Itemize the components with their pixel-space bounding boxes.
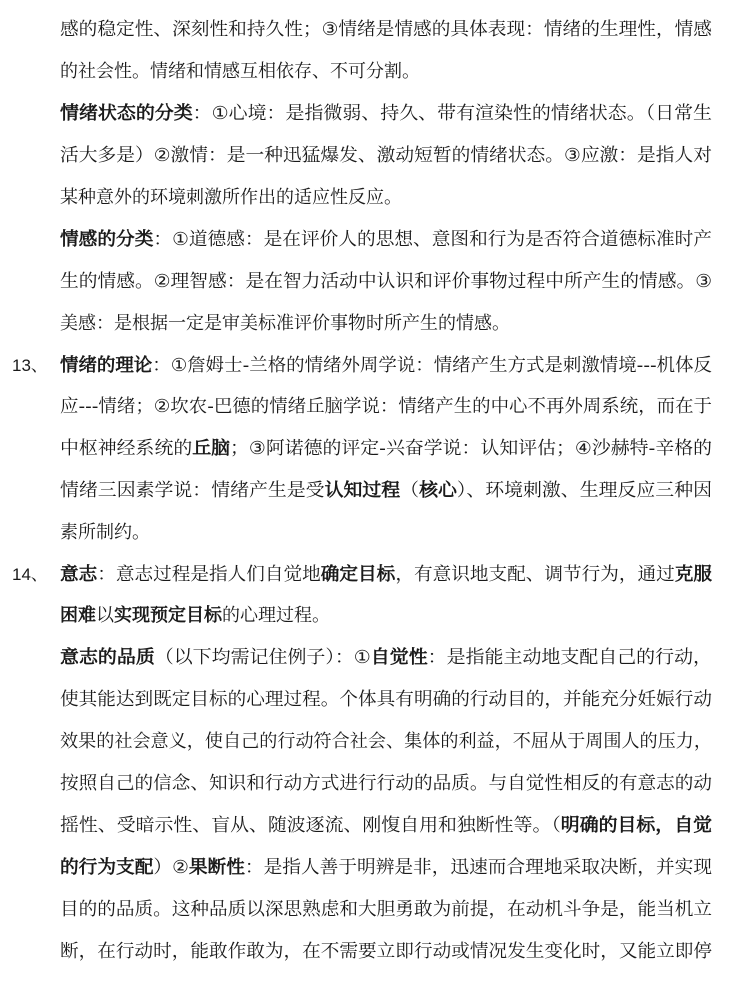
body-text: 摇性、受暗示性、盲从、随波逐流、刚愎自用和独断性等。（ (60, 815, 561, 836)
bold-term: 明确的目标，自觉 (560, 815, 712, 836)
body-text: ；③阿诺德的评定-兴奋学说：认知评估；④沙赫特-辛格的 (230, 438, 712, 459)
line-text (60, 889, 712, 930)
text-line (0, 679, 734, 720)
text-line (0, 595, 734, 636)
text-line (0, 428, 734, 469)
line-text (60, 637, 712, 678)
line-text (60, 93, 712, 134)
line-text (60, 135, 712, 176)
text-line (0, 135, 734, 176)
text-line (0, 554, 734, 595)
text-line (0, 721, 734, 762)
body-text: ：①詹姆士-兰格的情绪外周学说：情绪产生方式是刺激情境---机体反 (152, 355, 712, 376)
body-text: 效果的社会意义，使自己的行动符合社会、集体的利益，不屈从于周围人的压力， (60, 731, 713, 752)
body-text: ）、环境刺激、生理反应三种因 (456, 480, 712, 501)
line-text (60, 386, 712, 427)
line-text (60, 679, 712, 720)
body-text: ：是指人善于明辨是非，迅速而合理地采取决断，并实现 (244, 857, 712, 878)
line-text (60, 9, 712, 50)
body-text: 以 (96, 605, 114, 626)
line-text (60, 554, 712, 595)
text-line (0, 93, 734, 134)
text-line (0, 386, 734, 427)
body-text: （ (400, 480, 420, 501)
text-line (0, 889, 734, 930)
list-number: 13、 (12, 356, 48, 375)
body-text: 的心理过程。 (222, 605, 330, 626)
bold-term: 认知过程 (324, 480, 401, 501)
bold-term: 果断性 (188, 857, 245, 878)
body-text: 美感：是根据一定是审美标准评价事物时所产生的情感。 (60, 313, 510, 334)
body-text: 断，在行动时，能敢作敢为，在不需要立即行动或情况发生变化时，又能立即停 (60, 941, 713, 962)
text-line (0, 219, 734, 260)
line-text (60, 512, 150, 553)
line-text (60, 721, 712, 762)
bold-term: 的行为支配 (60, 857, 154, 878)
body-text: 的社会性。情绪和情感互相依存、不可分割。 (60, 61, 420, 82)
body-text: 情绪三因素学说：情绪产生是受 (60, 480, 325, 501)
line-text (60, 261, 712, 302)
bold-term: 意志 (60, 564, 98, 585)
bold-term: 情绪的理论 (60, 355, 153, 376)
line-text (60, 763, 712, 804)
bold-term: 情绪状态的分类 (60, 103, 193, 124)
body-text: 使其能达到既定目标的心理过程。个体具有明确的行动目的，并能充分妊娠行动 (60, 689, 713, 710)
body-text: 中枢神经系统的 (60, 438, 193, 459)
body-text: 活大多是）②激情：是一种迅猛爆发、激动短暂的情绪状态。③应激：是指人对 (60, 145, 712, 166)
line-text (60, 470, 712, 511)
text-line (0, 9, 734, 50)
body-text: 目的的品质。这种品质以深思熟虑和大胆勇敢为前提，在动机斗争是，能当机立 (60, 899, 713, 920)
list-number: 14、 (12, 565, 48, 584)
bold-term: 情感的分类 (60, 229, 154, 250)
line-text (60, 345, 712, 386)
line-text (60, 303, 510, 344)
body-text: ，有意识地支配、调节行为，通过 (395, 564, 675, 585)
line-text (60, 847, 712, 888)
bold-term: 丘脑 (192, 438, 231, 459)
body-text: ）② (153, 857, 189, 878)
bold-term: 克服 (674, 564, 713, 585)
line-text (60, 805, 712, 846)
body-text: 某种意外的环境刺激所作出的适应性反应。 (60, 187, 402, 208)
bold-term: 自觉性 (370, 647, 428, 668)
line-text (60, 219, 712, 260)
text-line (0, 51, 734, 92)
bold-term: 意志的品质 (60, 647, 155, 668)
text-line (0, 261, 734, 302)
bold-term: 确定目标 (320, 564, 396, 585)
line-text (60, 428, 712, 469)
line-text (60, 177, 402, 218)
line-text (60, 931, 712, 972)
text-line (0, 177, 734, 218)
line-text (60, 595, 330, 636)
text-line (0, 303, 734, 344)
body-text: ：①心境：是指微弱、持久、带有渲染性的情绪状态。（日常生 (192, 103, 713, 124)
body-text: 生的情感。②理智感：是在智力活动中认识和评价事物过程中所产生的情感。③ (60, 271, 712, 292)
body-text: （以下均需记住例子）：① (154, 647, 371, 668)
body-text: 应---情绪；②坎农-巴德的情绪丘脑学说：情绪产生的中心不再外周系统，而在于 (60, 396, 712, 417)
body-text: ：①道德感：是在评价人的思想、意图和行为是否符合道德标准时产 (153, 229, 712, 250)
text-line (0, 931, 734, 972)
text-line (0, 847, 734, 888)
bold-term: 困难 (60, 605, 96, 626)
bold-term: 实现预定目标 (114, 605, 222, 626)
text-line (0, 763, 734, 804)
bold-term: 核心 (419, 480, 457, 501)
line-text (60, 51, 420, 92)
text-line (0, 345, 734, 386)
body-text: ：是指能主动地支配自己的行动， (427, 647, 712, 668)
text-line (0, 470, 734, 511)
text-line (0, 805, 734, 846)
text-line (0, 637, 734, 678)
body-text: 素所制约。 (60, 522, 150, 543)
text-line (0, 512, 734, 553)
body-text: ：意志过程是指人们自觉地 (97, 564, 321, 585)
body-text: 感的稳定性、深刻性和持久性；③情绪是情感的具体表现：情绪的生理性，情感 (60, 19, 712, 40)
body-text: 按照自己的信念、知识和行动方式进行行动的品质。与自觉性相反的有意志的动 (60, 773, 713, 794)
